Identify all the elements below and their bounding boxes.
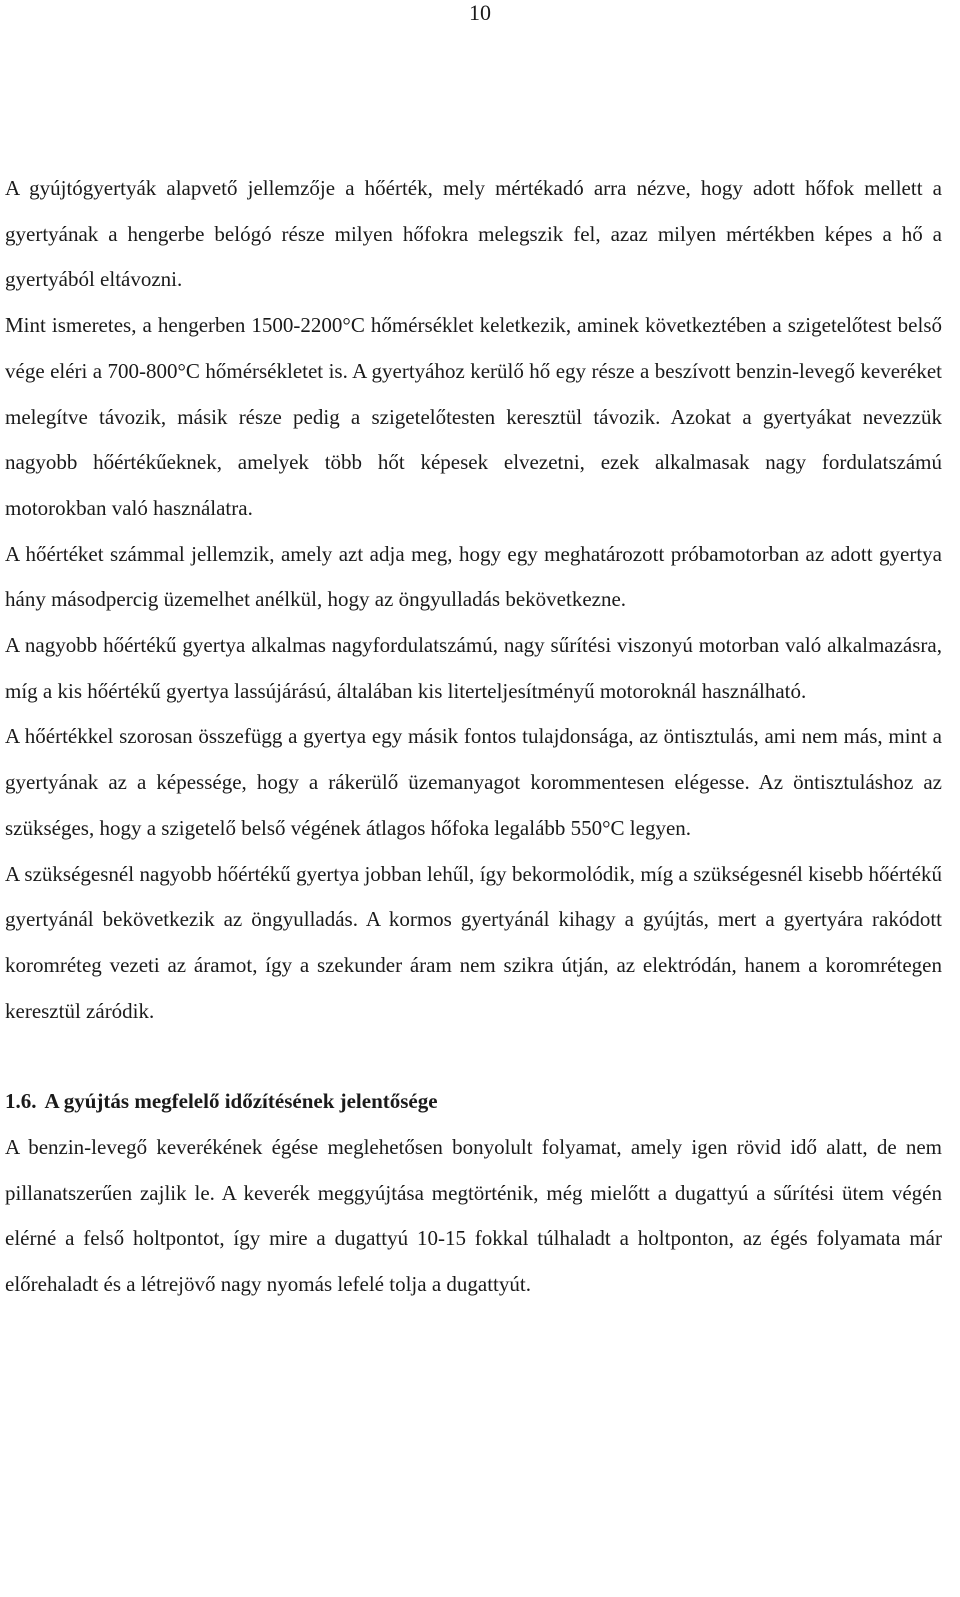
section-number: 1.6.	[5, 1089, 37, 1114]
page-number: 10	[469, 0, 491, 25]
paragraph: Mint ismeretes, a hengerben 1500-2200°C hőmérséklet keletkezik, aminek következtében a szigetelőtest belső vége eléri a 700-800°C hőmérsékletet is. A gyertyához kerülő hő egy része a beszívott benzin-levegő keveréket melegítve távozik, másik része pedig a szigetelőtesten keresztül távozik. Azokat a gyertyákat nevezzük nagyobb hőértékűeknek, amelyek több hőt képesek elvezetni, ezek alkalmasak nagy fordulatszámú motorokban való használatra.	[5, 313, 942, 520]
paragraph: A benzin-levegő keverékének égése meglehetősen bonyolult folyamat, amely igen rövid idő alatt, de nem pillanatszerűen zajlik le. A keverék meggyújtása megtörténik, még mielőtt a dugattyú a sűrítési ütem végén elérné a felső holtpontot, így mire a dugattyú 10-15 fokkal túlhaladt a holtponton, az égés folyamata már előrehaladt és a létrejövő nagy nyomás lefelé tolja a dugattyút.	[5, 1135, 942, 1297]
paragraph: A hőértékkel szorosan összefügg a gyertya egy másik fontos tulajdonsága, az öntisztulás, ami nem más, mint a gyertyának az a képessége, hogy a rákerülő üzemanyagot korommentesen elégesse. Az öntisztuláshoz az szükséges, hogy a szigetelő belső végének átlagos hőfoka legalább 550°C legyen.	[5, 724, 942, 840]
paragraph: A szükségesnél nagyobb hőértékű gyertya jobban lehűl, így bekormolódik, míg a szükségesnél kisebb hőértékű gyertyánál bekövetkezik az öngyulladás. A kormos gyertyánál kihagy a gyújtás, mert a gyertyára rakódott koromréteg vezeti az áramot, így a szekunder áram nem szikra útján, az elektródán, hanem a koromrétegen keresztül záródik.	[5, 861, 942, 1023]
paragraph: A hőértéket számmal jellemzik, amely azt adja meg, hogy egy meghatározott próbamotorban az adott gyertya hány másodpercig üzemelhet anélkül, hogy az öngyulladás bekövetkezne.	[5, 541, 942, 612]
section-title: A gyújtás megfelelő időzítésének jelentősége	[44, 1089, 438, 1114]
section-heading	[5, 1079, 942, 1125]
paragraph: A nagyobb hőértékű gyertya alkalmas nagyfordulatszámú, nagy sűrítési viszonyú motorban való alkalmazásra, míg a kis hőértékű gyertya lassújárású, általában kis literteljesítményű motoroknál használható.	[5, 633, 942, 703]
paragraph: A gyújtógyertyák alapvető jellemzője a hőérték, mely mértékadó arra nézve, hogy adott hőfok mellett a gyertyának a hengerbe belógó része milyen hőfokra melegszik fel, azaz milyen mértékben képes a hő a gyertyából eltávozni.	[5, 176, 942, 292]
document-body	[5, 166, 942, 1308]
